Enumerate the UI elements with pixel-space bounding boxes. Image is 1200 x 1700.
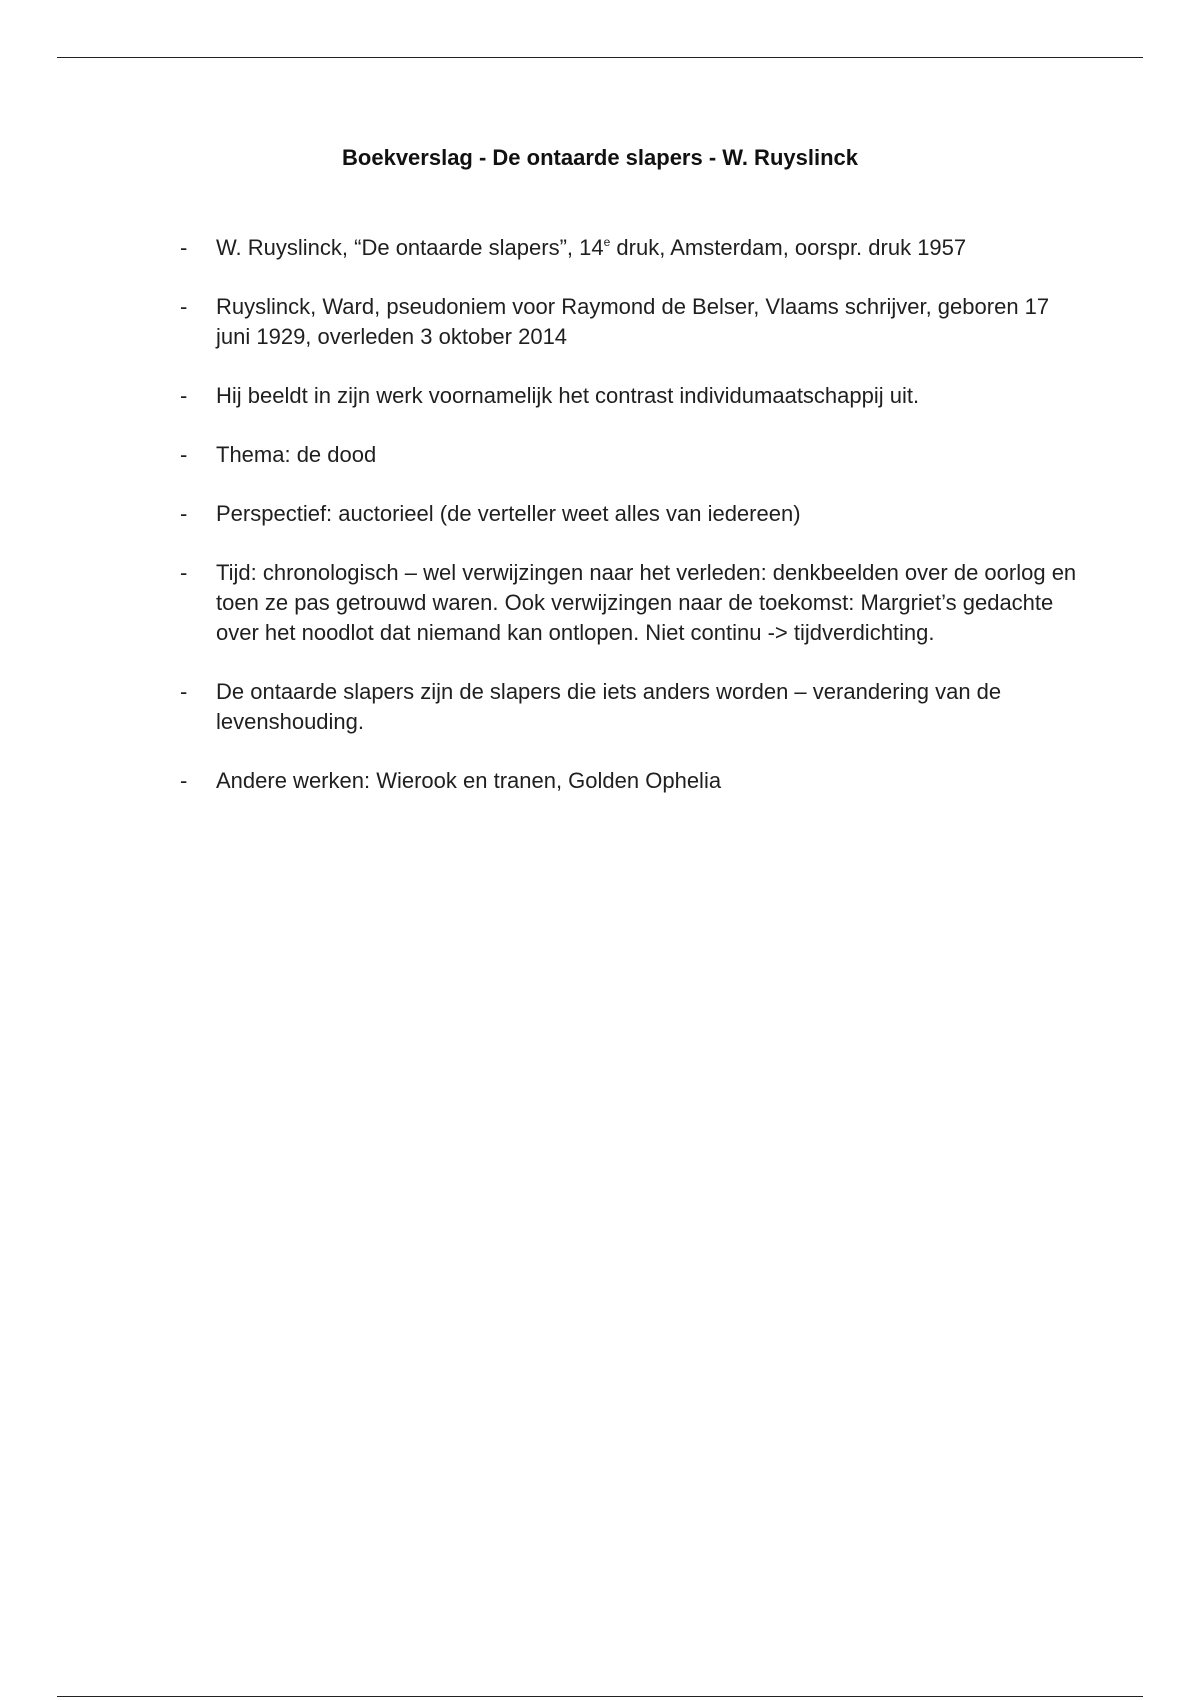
list-item-text: Ruyslinck, Ward, pseudoniem voor Raymond de Belser, Vlaams schrijver, geboren 17 juni 1929, overleden 3 oktober 2014 [216, 294, 1050, 349]
list-item-text: Hij beeldt in zijn werk voornamelijk het contrast individumaatschappij uit. [216, 383, 920, 408]
citation-text-start: W. Ruyslinck, “De ontaarde slapers”, 14 [216, 235, 604, 260]
list-item-text [216, 233, 1080, 263]
bullet-dash: - [180, 560, 188, 585]
bullet-dash: - [180, 442, 188, 467]
list-item-text: Tijd: chronologisch – wel verwijzingen naar het verleden: denkbeelden over de oorlog en toen ze pas getrouwd waren. Ook verwijzingen naar de toekomst: Margriet’s gedachte over het noodlot dat niemand kan ontlopen. Niet continu -> tijdverdichting. [216, 560, 1077, 645]
citation-text-end: druk, Amsterdam, oorspr. druk 1957 [610, 235, 967, 260]
list-item [180, 499, 1080, 529]
bullet-dash: - [180, 768, 188, 793]
list-item [180, 766, 1080, 796]
list-item-text: Andere werken: Wierook en tranen, Golden Ophelia [216, 768, 722, 793]
list-item [180, 440, 1080, 470]
list-item-text: Thema: de dood [216, 442, 377, 467]
document-title: Boekverslag - De ontaarde slapers - W. Ruyslinck [342, 145, 858, 170]
bullet-list [180, 233, 1080, 825]
page-bottom-rule [57, 1696, 1143, 1697]
page-top-rule [57, 57, 1143, 58]
list-item-text: Perspectief: auctorieel (de verteller weet alles van iedereen) [216, 501, 801, 526]
bullet-dash: - [180, 383, 188, 408]
list-item [180, 558, 1080, 648]
bullet-dash: - [180, 235, 188, 260]
bullet-dash: - [180, 679, 188, 704]
list-item [180, 292, 1080, 352]
bullet-dash: - [180, 501, 188, 526]
list-item [180, 381, 1080, 411]
list-item [180, 677, 1080, 737]
bullet-dash: - [180, 294, 188, 319]
list-item-text: De ontaarde slapers zijn de slapers die iets anders worden – verandering van de levenshouding. [216, 679, 1002, 734]
list-item [180, 233, 1080, 263]
edition-superscript: e [603, 235, 611, 249]
